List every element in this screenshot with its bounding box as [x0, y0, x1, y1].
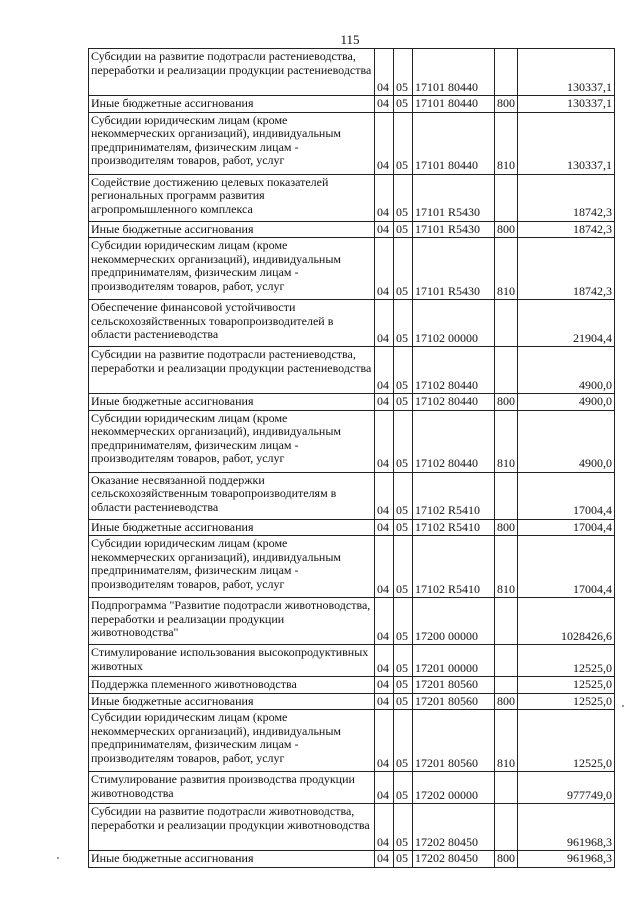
cell-name: Обеспечение финансовой устойчивости сельскохозяйственных товаропроизводителей в области растениеводства	[89, 300, 375, 347]
cell-amount: 18742,3	[518, 238, 615, 300]
cell-vr: 810	[495, 410, 518, 472]
cell-vr: 800	[495, 693, 518, 710]
cell-amount: 21904,4	[518, 300, 615, 347]
cell-pr: 05	[394, 804, 413, 851]
cell-rz: 04	[375, 772, 394, 804]
cell-name: Содействие достижению целевых показателей региональных программ развития агропромышленного комплекса	[89, 174, 375, 221]
table-row	[89, 804, 615, 851]
cell-csr: 17101 R5430	[413, 238, 495, 300]
cell-amount: 977749,0	[518, 772, 615, 804]
cell-name: Субсидии юридическим лицам (кроме некоммерческих организаций), индивидуальным предпринимателям, физическим лицам - производителям товаров, работ, услуг	[89, 112, 375, 174]
cell-rz: 04	[375, 300, 394, 347]
cell-pr: 05	[394, 710, 413, 772]
cell-pr: 05	[394, 598, 413, 645]
table-row	[89, 49, 615, 96]
table-body	[89, 49, 615, 868]
cell-pr: 05	[394, 693, 413, 710]
cell-rz: 04	[375, 96, 394, 113]
cell-csr: 17102 80440	[413, 394, 495, 411]
cell-csr: 17200 00000	[413, 598, 495, 645]
cell-pr: 05	[394, 394, 413, 411]
cell-rz: 04	[375, 49, 394, 96]
cell-amount: 17004,4	[518, 472, 615, 519]
table-row	[89, 174, 615, 221]
cell-amount: 4900,0	[518, 394, 615, 411]
cell-name: Оказание несвязанной поддержки сельскохозяйственным товаропроизводителям в области растениеводства	[89, 472, 375, 519]
cell-csr: 17101 80440	[413, 96, 495, 113]
table-row	[89, 300, 615, 347]
cell-rz: 04	[375, 710, 394, 772]
cell-rz: 04	[375, 410, 394, 472]
cell-amount: 130337,1	[518, 112, 615, 174]
cell-rz: 04	[375, 174, 394, 221]
table-row	[89, 96, 615, 113]
cell-amount: 130337,1	[518, 96, 615, 113]
cell-csr: 17202 80450	[413, 804, 495, 851]
cell-name: Стимулирование развития производства продукции животноводства	[89, 772, 375, 804]
cell-amount: 12525,0	[518, 677, 615, 694]
cell-amount: 961968,3	[518, 804, 615, 851]
cell-pr: 05	[394, 174, 413, 221]
cell-csr: 17101 80440	[413, 112, 495, 174]
cell-amount: 18742,3	[518, 221, 615, 238]
cell-vr	[495, 677, 518, 694]
cell-amount: 4900,0	[518, 347, 615, 394]
table-row	[89, 677, 615, 694]
cell-csr: 17201 80560	[413, 677, 495, 694]
cell-name: Субсидии на развитие подотрасли растениеводства, переработки и реализации продукции растениеводства	[89, 49, 375, 96]
cell-rz: 04	[375, 693, 394, 710]
cell-vr	[495, 598, 518, 645]
cell-vr: 800	[495, 221, 518, 238]
cell-name: Субсидии юридическим лицам (кроме некоммерческих организаций), индивидуальным предпринимателям, физическим лицам - производителям товаров, работ, услуг	[89, 710, 375, 772]
cell-csr: 17202 00000	[413, 772, 495, 804]
cell-amount: 12525,0	[518, 693, 615, 710]
cell-rz: 04	[375, 804, 394, 851]
cell-vr: 810	[495, 238, 518, 300]
cell-amount: 130337,1	[518, 49, 615, 96]
cell-rz: 04	[375, 536, 394, 598]
cell-name: Подпрограмма "Развитие подотрасли животноводства, переработки и реализации продукции животноводства"	[89, 598, 375, 645]
cell-csr: 17201 80560	[413, 710, 495, 772]
cell-pr: 05	[394, 519, 413, 536]
cell-name: Иные бюджетные ассигнования	[89, 519, 375, 536]
table-row	[89, 851, 615, 868]
cell-amount: 4900,0	[518, 410, 615, 472]
cell-rz: 04	[375, 238, 394, 300]
cell-amount: 17004,4	[518, 536, 615, 598]
cell-csr: 17102 00000	[413, 300, 495, 347]
table-row	[89, 410, 615, 472]
table-row	[89, 519, 615, 536]
cell-vr: 810	[495, 112, 518, 174]
cell-name: Поддержка племенного животноводства	[89, 677, 375, 694]
cell-rz: 04	[375, 472, 394, 519]
cell-vr: 810	[495, 536, 518, 598]
cell-name: Субсидии юридическим лицам (кроме некоммерческих организаций), индивидуальным предпринимателям, физическим лицам - производителям товаров, работ, услуг	[89, 536, 375, 598]
cell-pr: 05	[394, 410, 413, 472]
cell-pr: 05	[394, 472, 413, 519]
cell-vr	[495, 772, 518, 804]
cell-rz: 04	[375, 112, 394, 174]
cell-amount: 18742,3	[518, 174, 615, 221]
cell-pr: 05	[394, 238, 413, 300]
cell-vr	[495, 300, 518, 347]
scan-speck	[57, 857, 59, 859]
cell-name: Иные бюджетные ассигнования	[89, 851, 375, 868]
cell-pr: 05	[394, 851, 413, 868]
cell-vr	[495, 347, 518, 394]
budget-table	[88, 48, 615, 868]
cell-vr: 810	[495, 710, 518, 772]
cell-rz: 04	[375, 347, 394, 394]
table-row	[89, 238, 615, 300]
table-row	[89, 693, 615, 710]
cell-name: Иные бюджетные ассигнования	[89, 221, 375, 238]
cell-pr: 05	[394, 536, 413, 598]
cell-vr	[495, 645, 518, 677]
cell-pr: 05	[394, 96, 413, 113]
cell-csr: 17102 80440	[413, 410, 495, 472]
table-row	[89, 710, 615, 772]
cell-pr: 05	[394, 300, 413, 347]
cell-name: Субсидии юридическим лицам (кроме некоммерческих организаций), индивидуальным предпринимателям, физическим лицам - производителям товаров, работ, услуг	[89, 410, 375, 472]
cell-vr	[495, 174, 518, 221]
cell-csr: 17101 R5430	[413, 174, 495, 221]
cell-vr	[495, 49, 518, 96]
table-row	[89, 112, 615, 174]
cell-pr: 05	[394, 49, 413, 96]
cell-vr: 800	[495, 96, 518, 113]
cell-vr	[495, 804, 518, 851]
cell-vr	[495, 472, 518, 519]
scan-speck	[622, 705, 624, 707]
table-row	[89, 394, 615, 411]
cell-csr: 17201 80560	[413, 693, 495, 710]
cell-amount: 12525,0	[518, 645, 615, 677]
cell-name: Иные бюджетные ассигнования	[89, 394, 375, 411]
page-number: 115	[340, 32, 360, 47]
cell-vr: 800	[495, 394, 518, 411]
cell-csr: 17102 R5410	[413, 536, 495, 598]
cell-rz: 04	[375, 519, 394, 536]
cell-csr: 17101 80440	[413, 49, 495, 96]
cell-name: Субсидии на развитие подотрасли растениеводства, переработки и реализации продукции растениеводства	[89, 347, 375, 394]
cell-rz: 04	[375, 851, 394, 868]
cell-csr: 17102 R5410	[413, 519, 495, 536]
cell-name: Иные бюджетные ассигнования	[89, 96, 375, 113]
cell-csr: 17201 00000	[413, 645, 495, 677]
cell-rz: 04	[375, 677, 394, 694]
cell-name: Иные бюджетные ассигнования	[89, 693, 375, 710]
table-row	[89, 645, 615, 677]
cell-pr: 05	[394, 677, 413, 694]
cell-amount: 17004,4	[518, 519, 615, 536]
cell-amount: 1028426,6	[518, 598, 615, 645]
cell-pr: 05	[394, 221, 413, 238]
cell-pr: 05	[394, 347, 413, 394]
cell-name: Субсидии на развитие подотрасли животноводства, переработки и реализации продукции животноводства	[89, 804, 375, 851]
cell-csr: 17202 80450	[413, 851, 495, 868]
cell-amount: 12525,0	[518, 710, 615, 772]
cell-name: Субсидии юридическим лицам (кроме некоммерческих организаций), индивидуальным предпринимателям, физическим лицам - производителям товаров, работ, услуг	[89, 238, 375, 300]
table-row	[89, 536, 615, 598]
cell-csr: 17102 R5410	[413, 472, 495, 519]
table-row	[89, 347, 615, 394]
table-row	[89, 472, 615, 519]
cell-rz: 04	[375, 598, 394, 645]
cell-amount: 961968,3	[518, 851, 615, 868]
cell-rz: 04	[375, 645, 394, 677]
cell-vr: 800	[495, 519, 518, 536]
table-row	[89, 221, 615, 238]
table-row	[89, 772, 615, 804]
cell-vr: 800	[495, 851, 518, 868]
cell-rz: 04	[375, 394, 394, 411]
cell-csr: 17101 R5430	[413, 221, 495, 238]
cell-pr: 05	[394, 112, 413, 174]
table-row	[89, 598, 615, 645]
cell-rz: 04	[375, 221, 394, 238]
cell-pr: 05	[394, 772, 413, 804]
cell-csr: 17102 80440	[413, 347, 495, 394]
cell-pr: 05	[394, 645, 413, 677]
cell-name: Стимулирование использования высокопродуктивных животных	[89, 645, 375, 677]
